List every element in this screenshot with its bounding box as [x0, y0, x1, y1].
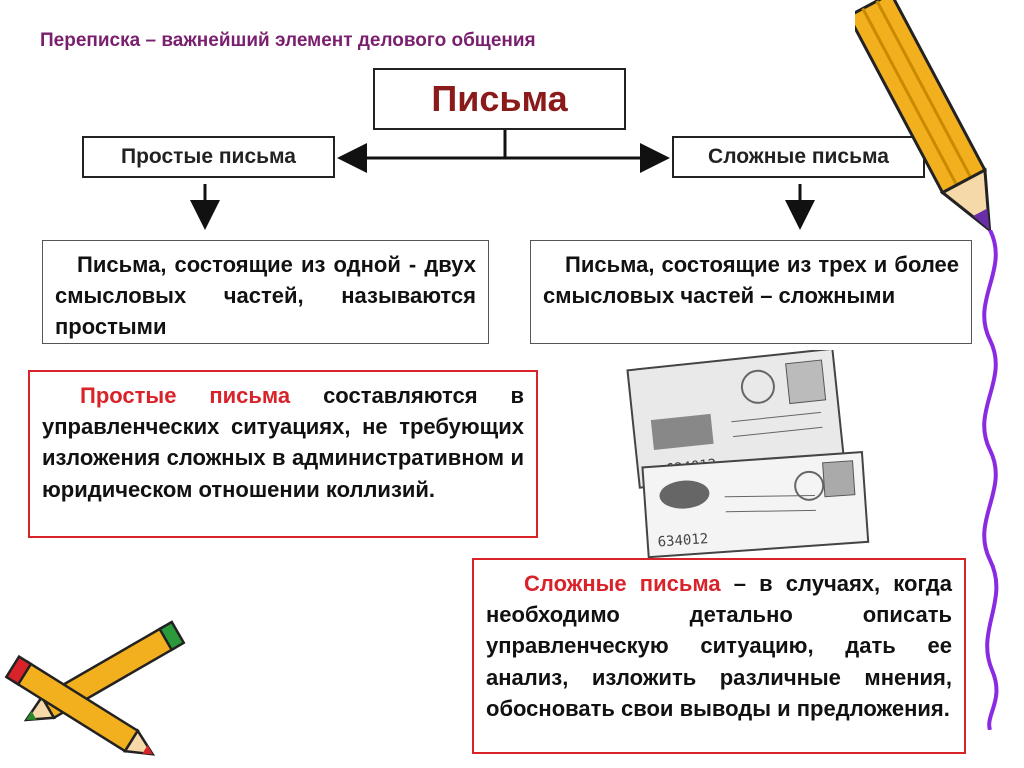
simple-usage-note: [28, 370, 538, 538]
svg-text:634012: 634012: [657, 531, 709, 551]
diagram-title-box: [373, 68, 626, 130]
pencil-icon: [855, 0, 1005, 240]
complex-note-text: – в случаях, когда необходимо детально описать управленческую ситуацию, дать ее анализ, изложить различные мнения, обосновать свои выводы и предложения.: [486, 571, 952, 721]
complex-definition-text: Письма, состоящие из трех и более смысловых частей – сложными: [543, 252, 959, 309]
simple-letters-box: [82, 136, 335, 178]
simple-definition-text: Письма, состоящие из одной - двух смысловых частей, называются простыми: [55, 252, 476, 340]
simple-note-text: составляются в управленческих ситуациях, не требующих изложения сложных в административном и юридическом отношении коллизий.: [42, 383, 524, 502]
diagram-title: Письма: [431, 78, 568, 119]
complex-letters-label: Сложные письма: [708, 145, 889, 168]
page-subtitle: Переписка – важнейший элемент делового общения: [40, 30, 536, 51]
simple-definition-box: [42, 240, 489, 344]
crossed-pencils-icon: [0, 615, 200, 765]
simple-note-lead: Простые письма: [80, 383, 291, 408]
complex-usage-note: [472, 558, 966, 754]
simple-letters-label: Простые письма: [120, 145, 296, 168]
complex-definition-box: [530, 240, 972, 344]
envelopes-photo: [625, 350, 875, 560]
complex-note-lead: Сложные письма: [524, 571, 721, 596]
wavy-line-decoration: [970, 230, 1020, 730]
